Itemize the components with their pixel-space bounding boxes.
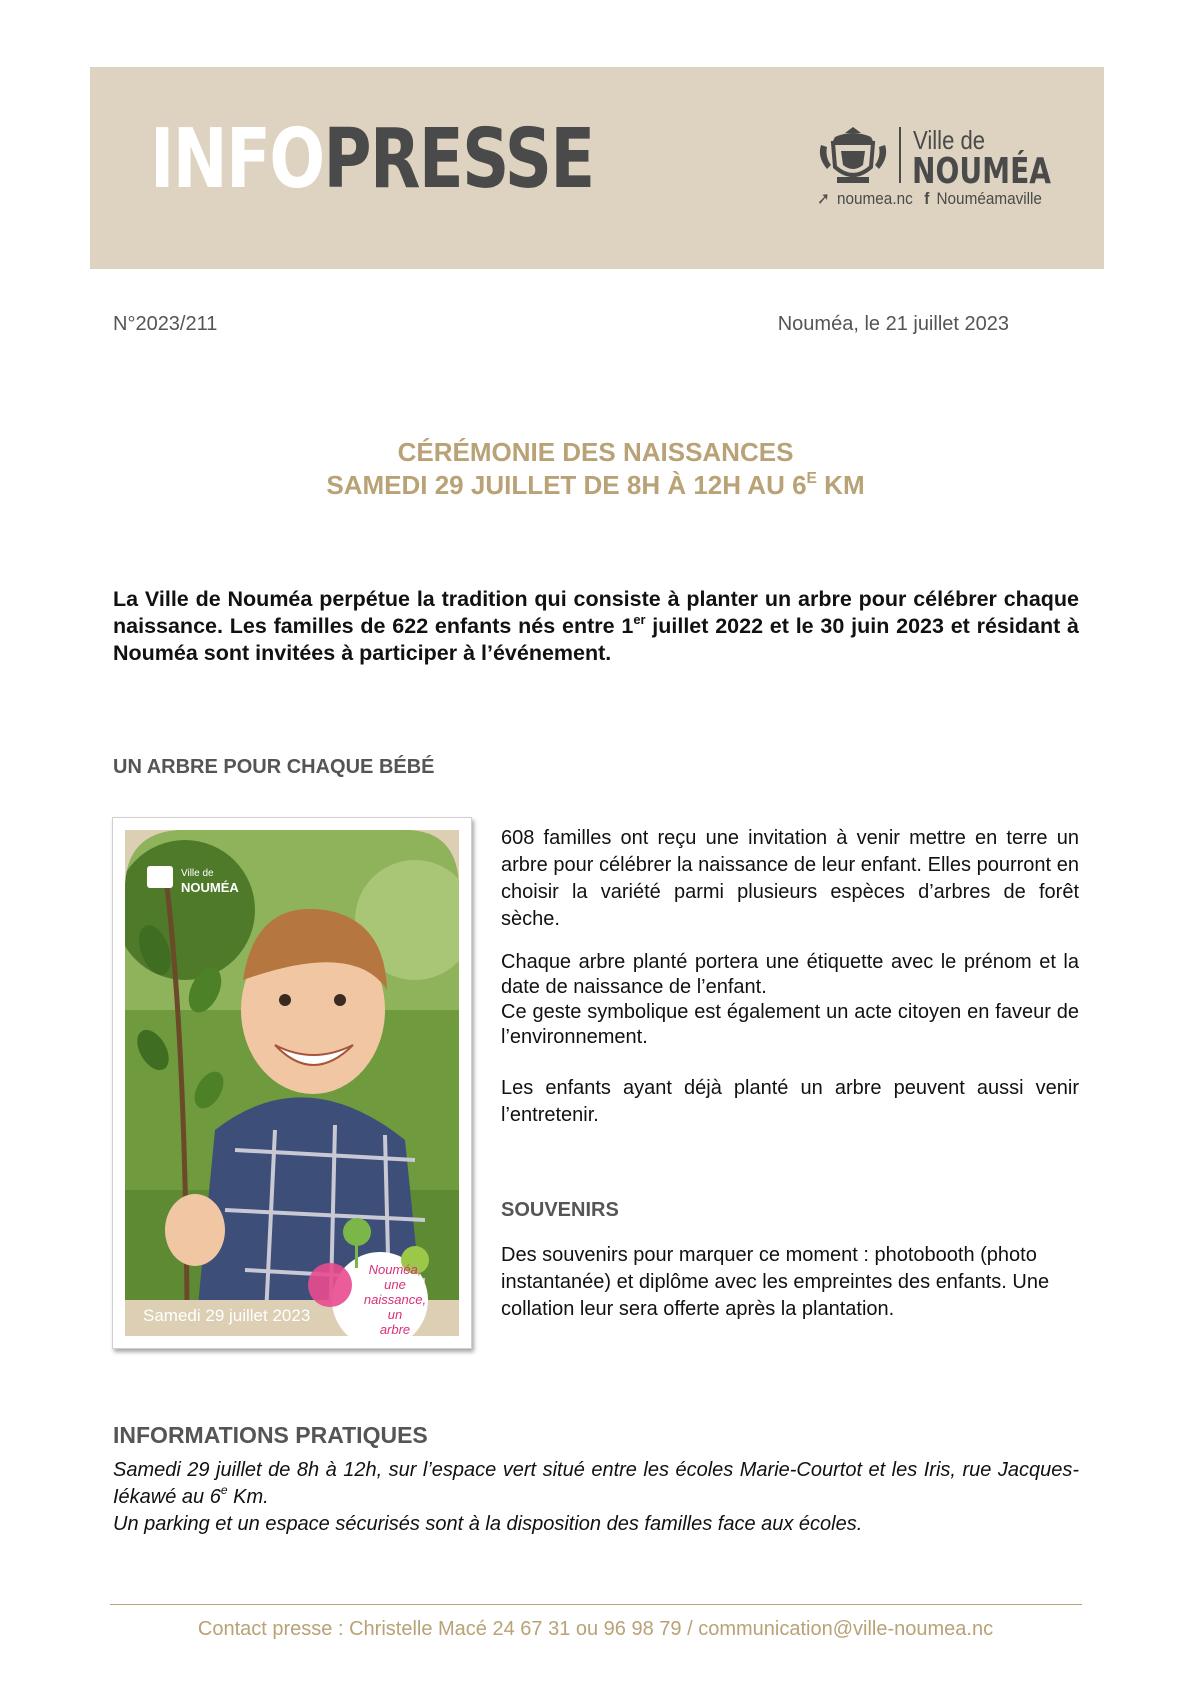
poster-illustration [125, 830, 459, 1336]
infos-paragraph: Samedi 29 juillet de 8h à 12h, sur l’espace vert situé entre les écoles Marie-Courtot et les Iris, rue Jacques-Iékawé au 6e Km. Un parking et un espace sécurisés sont à la disposition des familles face aux écoles. [113, 1459, 1079, 1535]
site-link[interactable]: noumea.nc [837, 189, 913, 208]
page-title-line1: CÉRÉMONIE DES NAISSANCES [397, 437, 794, 467]
logo-separator [899, 127, 901, 183]
facebook-icon: f [924, 189, 930, 208]
page-title-line2: SAMEDI 29 JUILLET DE 8H À 12H AU $6^E$ KM [326, 469, 865, 500]
logo-noumea: NOUMÉA [912, 151, 1052, 192]
souvenirs-paragraph: Des souvenirs pour marquer ce moment : photobooth (photo instantanée) et diplôme avec les empreintes des enfants. Une collation leur sera offerte après la plantation. [501, 1244, 1050, 1320]
section-heading-souvenirs: SOUVENIRS [501, 1199, 619, 1221]
section-heading-arbre: UN ARBRE POUR CHAQUE BÉBÉ [113, 756, 435, 778]
lead-paragraph: La Ville de Nouméa perpétue la tradition qui consiste à planter un arbre pour célébrer chaque naissance. Les familles de 622 enfants nés entre 1er juillet 2022 et le 30 juin 2023 et résidant à Nouméa sont invitées à participer à l’événement. [113, 587, 1079, 665]
brand-info: INFO [150, 112, 324, 207]
footer-contact: Contact presse : Christelle Macé 24 67 31 ou 96 98 79 / communication@ville-noumea.nc [197, 1618, 994, 1640]
press-release-date: Nouméa, le 21 juillet 2023 [777, 313, 1009, 335]
poster-image [125, 830, 459, 1336]
web-arrow-icon: ➚ [817, 189, 830, 208]
poster-ville: Ville de [181, 868, 214, 879]
header-banner [90, 67, 1104, 269]
noumea-seal-icon [815, 127, 891, 187]
poster-noumea: NOUMÉA [181, 880, 239, 895]
ville-noumea-logo [815, 125, 1055, 215]
section1-paragraph1: 608 familles ont reçu une invitation à venir mettre en terre un arbre pour célébrer la naissance de leur enfant. Elles pourront en choisir la variété parmi plusieurs espèces d’arbres de forêt sèche. [501, 827, 1079, 930]
poster-slogan: Nouméa, une naissance, un arbre [363, 1262, 427, 1336]
footer-divider [110, 1604, 1082, 1605]
poster-date: Samedi 29 juillet 2023 [143, 1306, 311, 1325]
info-presse-wordmark [150, 112, 594, 207]
press-release-number: N°2023/211 [113, 313, 218, 335]
section1-paragraph3: Les enfants ayant déjà planté un arbre peuvent aussi venir l’entretenir. [501, 1077, 1079, 1126]
logo-ville-de: Ville de [913, 125, 986, 155]
poster-seal-icon [147, 866, 173, 888]
facebook-link[interactable]: Nouméamaville [936, 189, 1042, 208]
section-heading-infos: INFORMATIONS PRATIQUES [113, 1422, 428, 1448]
brand-presse: PRESSE [323, 112, 594, 207]
logo-social-links [817, 189, 1049, 209]
section1-paragraph2: Chaque arbre planté portera une étiquette avec le prénom et la date de naissance de l’enfant. Ce geste symbolique est également un acte citoyen en faveur de l’environnement. [501, 951, 1079, 1048]
event-poster [112, 817, 472, 1349]
